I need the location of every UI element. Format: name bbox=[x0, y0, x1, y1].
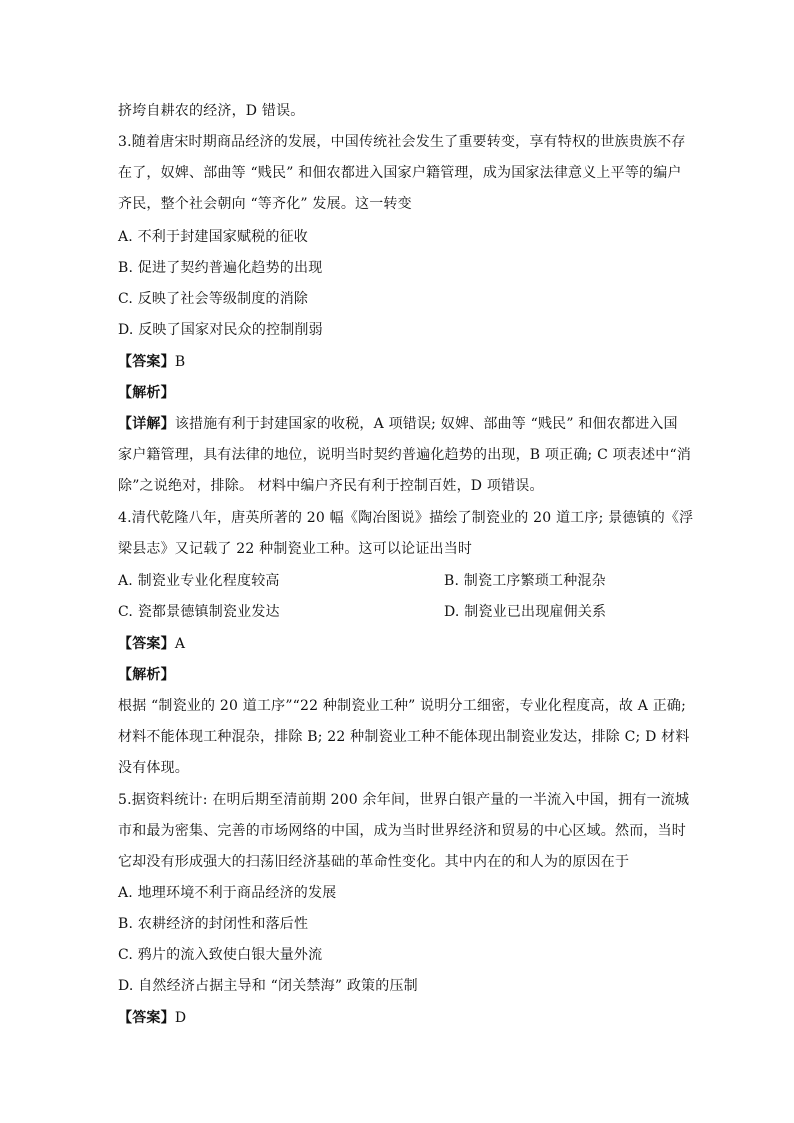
q4-option-b: B. 制瓷工序繁琐工种混杂 bbox=[444, 573, 606, 589]
q3-option-d: D. 反映了国家对民众的控制削弱 bbox=[118, 322, 323, 338]
q5-stem-line: 市和最为密集、完善的市场网络的中国，成为当时世界经济和贸易的中心区域。然而，当时 bbox=[118, 823, 686, 839]
answer-label: 【答案】 bbox=[118, 636, 175, 652]
q4-analysis-label: 【解析】 bbox=[118, 667, 175, 683]
q4-analysis-line: 材料不能体现工种混杂，排除 B; 22 种制瓷业工种不能体现出制瓷业发达，排除 C; D 材料 bbox=[118, 729, 690, 745]
q3-option-c: C. 反映了社会等级制度的消除 bbox=[118, 291, 309, 307]
q4-analysis-line: 没有体现。 bbox=[118, 760, 189, 776]
q5-answer bbox=[118, 1008, 186, 1028]
detail-label: 【详解】 bbox=[118, 416, 175, 432]
q4-option-a: A. 制瓷业专业化程度较高 bbox=[118, 573, 280, 589]
detail-text: 该措施有利于封建国家的收税，A 项错误; 奴婢、部曲等 “贱民” 和佃农都进入国 bbox=[174, 416, 678, 432]
q3-analysis-label: 【解析】 bbox=[118, 385, 175, 401]
q5-option-d: D. 自然经济占据主导和 “闭关禁海” 政策的压制 bbox=[118, 978, 418, 994]
q4-option-d: D. 制瓷业已出现雇佣关系 bbox=[444, 604, 607, 620]
q3-answer bbox=[118, 352, 185, 372]
q3-detail-line: 除”之说绝对，排除。 材料中编户齐民有利于控制百姓，D 项错误。 bbox=[118, 478, 544, 494]
q3-stem-line: 在了，奴婢、部曲等 “贱民” 和佃农都进入国家户籍管理，成为国家法律意义上平等的编户 bbox=[118, 165, 682, 181]
q5-stem-line: 它却没有形成强大的扫荡旧经济基础的革命性变化。其中内在的和人为的原因在于 bbox=[118, 854, 630, 870]
q3-option-b: B. 促进了契约普遍化趋势的出现 bbox=[118, 260, 323, 276]
q5-option-a: A. 地理环境不利于商品经济的发展 bbox=[118, 885, 337, 901]
q3-option-a: A. 不利于封建国家赋税的征收 bbox=[118, 229, 309, 245]
q3-stem-line: 3.随着唐宋时期商品经济的发展，中国传统社会发生了重要转变，享有特权的世族贵族不存 bbox=[118, 134, 686, 150]
q5-stem-line: 5.据资料统计: 在明后期至清前期 200 余年间，世界白银产量的一半流入中国，拥有一流城 bbox=[118, 792, 690, 808]
answer-value: B bbox=[174, 354, 186, 370]
q3-detail-line bbox=[118, 414, 678, 434]
q4-stem-line: 梁县志》又记载了 22 种制瓷业工种。这可以论证出当时 bbox=[118, 541, 473, 557]
q3-detail-line: 家户籍管理，具有法律的地位，说明当时契约普遍化趋势的出现，B 项正确; C 项表述中“消 bbox=[118, 447, 692, 463]
q3-stem-line: 齐民，整个社会朝向 “等齐化” 发展。这一转变 bbox=[118, 196, 412, 212]
answer-label: 【答案】 bbox=[118, 354, 175, 370]
answer-value: A bbox=[174, 636, 186, 652]
q4-analysis-line: 根据 “制瓷业的 20 道工序”“22 种制瓷业工种” 说明分工细密，专业化程度高，故 A 正确; bbox=[118, 698, 687, 714]
answer-value: D bbox=[174, 1010, 187, 1026]
q4-answer bbox=[118, 634, 185, 654]
q4-option-c: C. 瓷都景德镇制瓷业发达 bbox=[118, 604, 280, 620]
q5-option-c: C. 鸦片的流入致使白银大量外流 bbox=[118, 947, 323, 963]
q4-stem-line: 4.清代乾隆八年，唐英所著的 20 幅《陶冶图说》描绘了制瓷业的 20 道工序; 景德镇的《浮 bbox=[118, 510, 694, 526]
q5-option-b: B. 农耕经济的封闭性和落后性 bbox=[118, 916, 309, 932]
continuation-text: 挤垮自耕农的经济，D 错误。 bbox=[118, 103, 305, 119]
answer-label: 【答案】 bbox=[118, 1010, 175, 1026]
